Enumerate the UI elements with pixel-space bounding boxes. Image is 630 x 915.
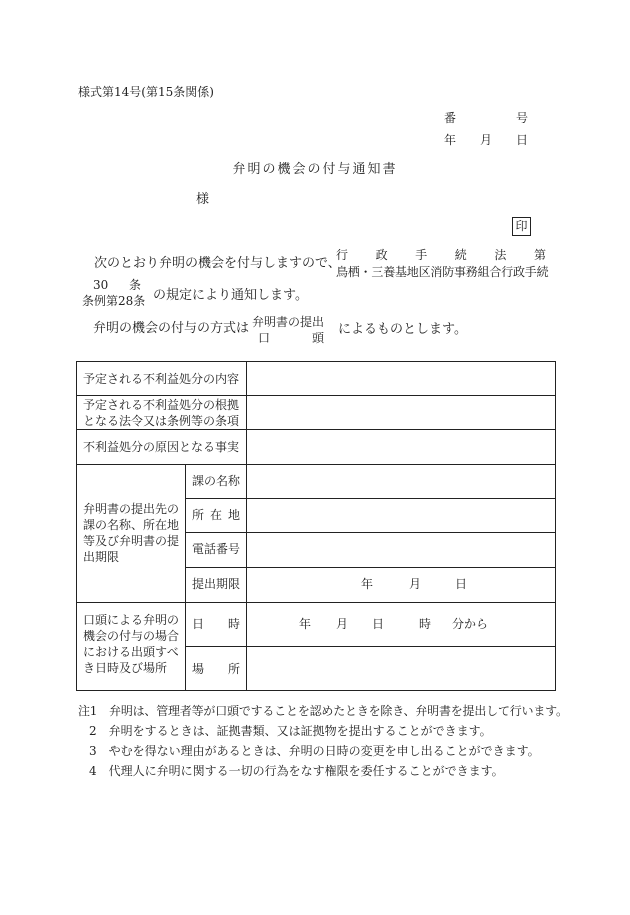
law-char: 続 bbox=[454, 248, 467, 262]
article-char: 条 bbox=[128, 278, 141, 292]
oral-group-label-line: き日時及び場所 bbox=[83, 661, 168, 675]
oral-place-label bbox=[192, 661, 240, 677]
location-label bbox=[192, 507, 240, 523]
law-char: 政 bbox=[375, 248, 388, 262]
ordinance-name: 鳥栖・三養基地区消防事務組合行政手続 bbox=[336, 265, 549, 279]
place-char: 場 bbox=[192, 662, 205, 676]
oral-group-label-line: における出頭すべ bbox=[83, 645, 179, 659]
oral-group-label-line: 機会の付与の場合 bbox=[83, 629, 180, 643]
oral-day: 日 bbox=[372, 617, 385, 631]
place-char: 所 bbox=[227, 662, 240, 676]
location-char: 在 bbox=[209, 508, 222, 522]
method-written-option: 弁明書の提出 bbox=[252, 315, 325, 329]
phone-number-label: 電話番号 bbox=[192, 542, 241, 556]
datetime-char: 日 bbox=[192, 617, 205, 631]
column-divider bbox=[185, 464, 186, 690]
law-name bbox=[336, 249, 546, 261]
law-char: 法 bbox=[494, 248, 507, 262]
note-item: 2 弁明をするときは、証拠書類、又は証拠物を提出することができます。 bbox=[89, 724, 492, 738]
row-divider bbox=[185, 646, 555, 647]
document-number-unit: 号 bbox=[516, 111, 529, 125]
note-item: 3 やむを得ない理由があるときは、弁明の日時の変更を申し出ることができます。 bbox=[89, 744, 540, 758]
row-divider bbox=[77, 464, 555, 465]
row1-label: 予定される不利益処分の内容 bbox=[83, 372, 240, 386]
article-number: 30 bbox=[93, 278, 109, 292]
oral-group-label-line: 口頭による弁明の bbox=[83, 613, 180, 627]
row-divider bbox=[77, 395, 555, 396]
document-number-label: 番 bbox=[444, 111, 457, 125]
row-divider bbox=[77, 602, 555, 603]
document-title: 弁明の機会の付与通知書 bbox=[232, 162, 398, 177]
date-day-label: 日 bbox=[516, 133, 529, 147]
law-char: 手 bbox=[415, 248, 428, 262]
deadline-label: 提出期限 bbox=[192, 577, 241, 591]
seal-mark: 印 bbox=[512, 217, 531, 236]
date-year-label: 年 bbox=[444, 133, 457, 147]
submission-group-label-line: 等及び弁明書の提 bbox=[83, 534, 180, 548]
body-line3-tail: によるものとします。 bbox=[338, 322, 467, 337]
oral-minute: 分から bbox=[452, 617, 489, 631]
deadline-month: 月 bbox=[409, 577, 422, 591]
date-month-label: 月 bbox=[480, 133, 493, 147]
body-line1: 次のとおり弁明の機会を付与しますので、 bbox=[94, 256, 341, 271]
note-item: 4 代理人に弁明に関する一切の行為をなす権限を委任することができます。 bbox=[89, 764, 504, 778]
row-divider bbox=[185, 498, 555, 499]
row-divider bbox=[185, 532, 555, 533]
oral-year: 年 bbox=[299, 617, 312, 631]
row2-label-line2: となる法令又は条例等の条項 bbox=[83, 414, 240, 428]
note-item: 注1 弁明は、管理者等が口頭ですることを認めたときを除き、弁明書を提出して行います。 bbox=[78, 704, 568, 718]
submission-group-label-line: 弁明書の提出先の bbox=[83, 502, 180, 516]
row-divider bbox=[77, 429, 555, 430]
submission-group-label-line: 出期限 bbox=[83, 550, 120, 564]
location-char: 地 bbox=[227, 508, 240, 522]
oral-month: 月 bbox=[336, 617, 349, 631]
oral-hour: 時 bbox=[419, 617, 432, 631]
body-line3-head: 弁明の機会の付与の方式は bbox=[93, 321, 250, 336]
form-number: 様式第14号(第15条関係) bbox=[78, 85, 214, 99]
row-divider bbox=[185, 567, 555, 568]
location-char: 所 bbox=[192, 508, 205, 522]
column-divider bbox=[246, 362, 247, 690]
oral-char: 頭 bbox=[311, 331, 324, 345]
department-name-label: 課の名称 bbox=[192, 474, 241, 488]
row2-label-line1: 予定される不利益処分の根拠 bbox=[83, 398, 240, 412]
ordinance-article: 条例第28条 bbox=[82, 294, 146, 308]
row3-label: 不利益処分の原因となる事実 bbox=[83, 440, 240, 454]
deadline-day: 日 bbox=[455, 577, 468, 591]
submission-group-label-line: 課の名称、所在地 bbox=[83, 518, 180, 532]
law-char: 第 bbox=[533, 248, 546, 262]
oral-char: 口 bbox=[258, 331, 271, 345]
oral-datetime-label bbox=[192, 616, 240, 632]
law-article bbox=[93, 279, 141, 291]
addressee-suffix: 様 bbox=[196, 192, 210, 207]
law-char: 行 bbox=[336, 248, 349, 262]
notice-table bbox=[76, 361, 556, 691]
datetime-char: 時 bbox=[227, 617, 240, 631]
body-line2-tail: の規定により通知します。 bbox=[153, 288, 308, 303]
deadline-year: 年 bbox=[361, 577, 374, 591]
method-oral-option bbox=[258, 332, 324, 344]
